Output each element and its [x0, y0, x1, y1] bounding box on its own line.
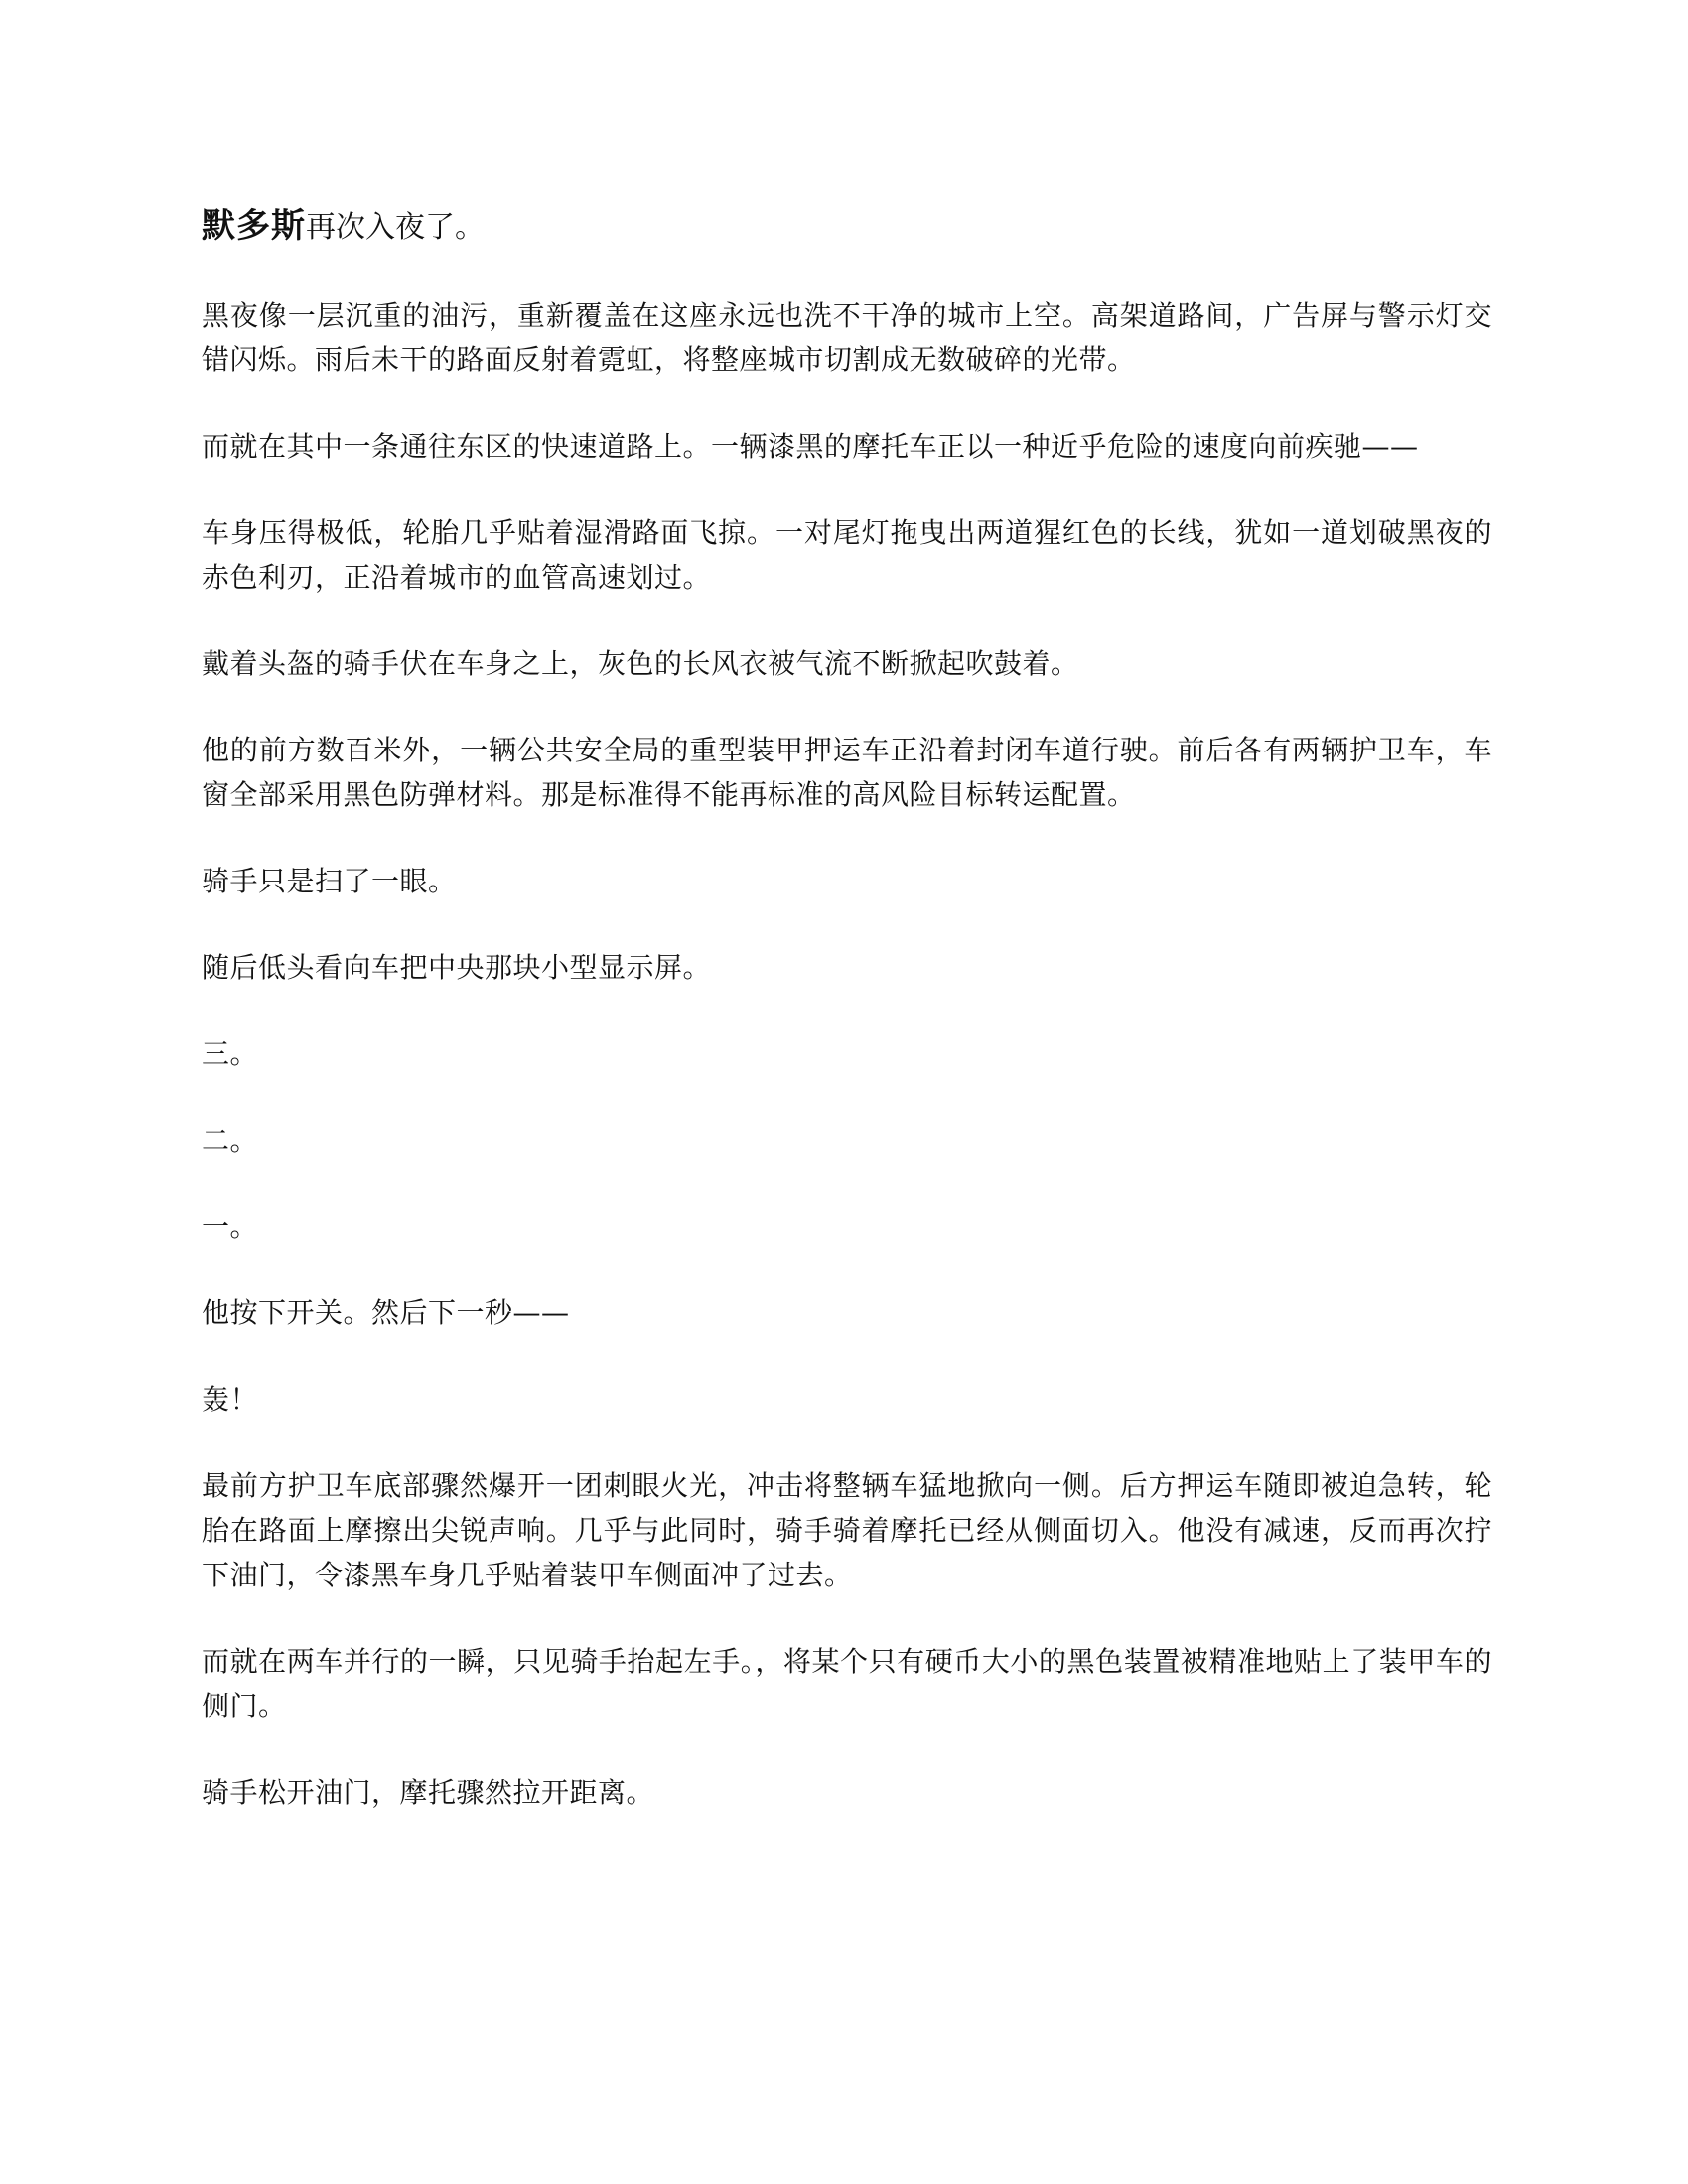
- heading-text: 再次入夜了。: [306, 210, 485, 245]
- paragraph-14: 而就在两车并行的一瞬，只见骑手抬起左手。，将某个只有硬币大小的黑色装置被精准地贴上了装甲车的侧门。: [202, 1645, 1492, 1722]
- paragraph-3: 车身压得极低，轮胎几乎贴着湿滑路面飞掠。一对尾灯拖曳出两道猩红色的长线，犹如一道划破黑夜的赤色利刃，正沿着城市的血管高速划过。: [202, 516, 1492, 594]
- paragraph-1: 黑夜像一层沉重的油污，重新覆盖在这座永远也洗不干净的城市上空。高架道路间，广告屏与警示灯交错闪烁。雨后未干的路面反射着霓虹，将整座城市切割成无数破碎的光带。: [202, 299, 1492, 376]
- paragraph-15: 骑手松开油门，摩托骤然拉开距离。: [202, 1776, 655, 1809]
- paragraph-4: 戴着头盔的骑手伏在车身之上，灰色的长风衣被气流不断掀起吹鼓着。: [202, 647, 1079, 680]
- paragraph-2: 而就在其中一条通往东区的快速道路上。一辆漆黑的摩托车正以一种近乎危险的速度向前疾驰——: [202, 430, 1419, 463]
- paragraph-5: 他的前方数百米外，一辆公共安全局的重型装甲押运车正沿着封闭车道行驶。前后各有两辆护卫车，车窗全部采用黑色防弹材料。那是标准得不能再标准的高风险目标转运配置。: [202, 734, 1492, 811]
- document-body: [202, 204, 1492, 1856]
- paragraph-6: 骑手只是扫了一眼。: [202, 865, 457, 897]
- paragraph-12: 轰！: [202, 1383, 259, 1416]
- heading-emphasis: 默多斯: [202, 206, 306, 246]
- paragraph-7: 随后低头看向车把中央那块小型显示屏。: [202, 951, 712, 984]
- paragraph-9: 二。: [202, 1124, 259, 1157]
- paragraph-10: 一。: [202, 1210, 259, 1243]
- paragraph-13: 最前方护卫车底部骤然爆开一团刺眼火光，冲击将整辆车猛地掀向一侧。后方押运车随即被迫急转，轮胎在路面上摩擦出尖锐声响。几乎与此同时，骑手骑着摩托已经从侧面切入。他没有减速，反而再次拧下油门，令漆黑车身几乎贴着装甲车侧面冲了过去。: [202, 1469, 1492, 1591]
- paragraph-11: 他按下开关。然后下一秒——: [202, 1297, 570, 1329]
- chapter-heading: [202, 204, 1492, 251]
- paragraph-8: 三。: [202, 1037, 259, 1070]
